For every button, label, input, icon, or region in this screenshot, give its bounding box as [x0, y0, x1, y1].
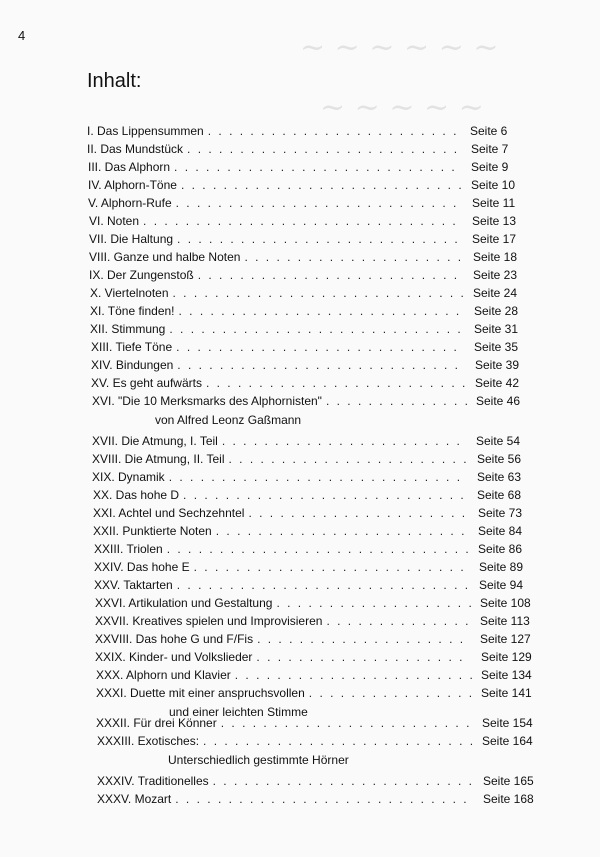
toc-page-ref: Seite 31 [474, 322, 519, 336]
toc-entry [88, 196, 172, 210]
dot-leader: . . . . . . . . . . . . . . . . . . . . . . . . . . [193, 560, 466, 574]
toc-entry-title: X. Viertelnoten [90, 286, 169, 300]
toc-entry-title: XXI. Achtel und Sechzehntel [93, 506, 245, 520]
toc-entry-title: XXXII. Für drei Könner [96, 716, 217, 730]
toc-entry-title: XVII. Die Atmung, I. Teil [92, 434, 218, 448]
toc-entry [93, 488, 179, 502]
toc-page-ref: Seite 154 [482, 716, 533, 730]
toc-entry-title: IV. Alphorn-Töne [88, 178, 177, 192]
page-number: 4 [18, 28, 26, 43]
toc-entry-title: XXXIV. Traditionelles [97, 774, 209, 788]
dot-leader: . . . . . . . . . . . . . . . . . . . . . . . . [207, 124, 459, 138]
toc-entry-continuation: Unterschiedlich gestimmte Hörner [168, 753, 349, 767]
dot-leader: . . . . . . . . . . . . . . . . . . . . . [244, 250, 464, 264]
toc-page-ref: Seite 42 [475, 376, 520, 390]
toc-entry-title: III. Das Alphorn [88, 160, 171, 174]
toc-page-ref: Seite 68 [477, 488, 522, 502]
dot-leader: . . . . . . . . . . . . . . . . . . . . . . . [234, 668, 475, 682]
toc-page-ref: Seite 113 [480, 614, 530, 628]
toc-entry [92, 434, 218, 448]
toc-entry [92, 470, 165, 484]
toc-page-ref: Seite 24 [473, 286, 518, 300]
dot-leader: . . . . . . . . . . . . . . [326, 614, 471, 628]
toc-entry-title: XXXI. Duette mit einer anspruchsvollen [96, 686, 305, 700]
page-title: Inhalt: [87, 70, 142, 92]
dot-leader: . . . . . . . . . . . . . . . . . . . . . . . . . . . . . [166, 542, 471, 556]
dot-leader: . . . . . . . . . . . . . . . . . . . . . . . . . . . [175, 196, 459, 210]
toc-page-ref: Seite 86 [478, 542, 523, 556]
toc-page-ref: Seite 17 [472, 232, 517, 246]
toc-entry [94, 542, 163, 556]
dot-leader: . . . . . . . . . . . . . . . . . . . . . . . . . . . [178, 304, 462, 318]
dot-leader: . . . . . . . . . . . . . . . . . . . . . . . . . . . . [168, 470, 463, 484]
toc-entry-title: XXVI. Artikulation und Gestaltung [95, 596, 273, 610]
toc-page-ref: Seite 164 [482, 734, 533, 748]
toc-page-ref: Seite 168 [483, 792, 534, 806]
toc-entry [89, 232, 173, 246]
toc-page-ref: Seite 18 [473, 250, 518, 264]
dot-leader: . . . . . . . . . . . . . . [325, 394, 470, 408]
toc-page-ref: Seite 127 [480, 632, 531, 646]
toc-entry [96, 686, 305, 700]
dot-leader: . . . . . . . . . . . . . . . . . . . . . . . . . . . [177, 358, 460, 372]
toc-entry [93, 524, 212, 538]
dot-leader: . . . . . . . . . . . . . . . . . . . . . . . . . [212, 774, 474, 788]
toc-entry [89, 214, 139, 228]
dot-leader: . . . . . . . . . . . . . . . . . . . . . . . . [220, 716, 472, 730]
toc-page-ref: Seite 13 [472, 214, 517, 228]
bleed-through-decoration: ~ ~ ~ ~ ~ ~ [300, 30, 499, 65]
toc-entry-title: XV. Es geht aufwärts [91, 376, 202, 390]
dot-leader: . . . . . . . . . . . . . . . . . . . . . . . [228, 452, 469, 466]
dot-leader: . . . . . . . . . . . . . . . . [308, 686, 475, 700]
toc-entry-title: XI. Töne finden! [90, 304, 175, 318]
dot-leader: . . . . . . . . . . . . . . . . . . . . [256, 650, 465, 664]
dot-leader: . . . . . . . . . . . . . . . . . . . . . . . . [215, 524, 467, 538]
dot-leader: . . . . . . . . . . . . . . . . . . . . . . . . . [205, 376, 468, 390]
dot-leader: . . . . . . . . . . . . . . . . . . . . . . . . . . . . [172, 286, 466, 300]
toc-page-ref: Seite 129 [481, 650, 532, 664]
toc-entry-title: XXIV. Das hohe E [94, 560, 190, 574]
toc-entry [91, 340, 172, 354]
toc-page-ref: Seite 11 [472, 196, 516, 210]
toc-entry [87, 142, 183, 156]
toc-entry-title: I. Das Lippensummen [87, 124, 204, 138]
dot-leader: . . . . . . . . . . . . . . . . . . . . . [248, 506, 468, 520]
toc-page-ref: Seite 6 [470, 124, 508, 138]
toc-entry [95, 614, 322, 628]
toc-page-ref: Seite 7 [471, 142, 509, 156]
dot-leader: . . . . . . . . . . . . . . . . . . . . [257, 632, 466, 646]
toc-entry-title: IX. Der Zungenstoß [89, 268, 194, 282]
toc-page-ref: Seite 9 [471, 160, 509, 174]
dot-leader: . . . . . . . . . . . . . . . . . . . . . . . . . . . . [169, 322, 463, 336]
toc-page-ref: Seite 63 [477, 470, 522, 484]
toc-entry [90, 304, 175, 318]
toc-entry-title: VIII. Ganze und halbe Noten [89, 250, 241, 264]
toc-entry [89, 250, 240, 264]
toc-entry [95, 650, 252, 664]
dot-leader: . . . . . . . . . . . . . . . . . . . . . . . . . . . [174, 160, 457, 174]
toc-page-ref: Seite 56 [477, 452, 522, 466]
dot-leader: . . . . . . . . . . . . . . . . . . . [276, 596, 474, 610]
toc-page-ref: Seite 108 [480, 596, 531, 610]
dot-leader: . . . . . . . . . . . . . . . . . . . . . . . . . . . [180, 178, 464, 192]
toc-page-ref: Seite 94 [479, 578, 524, 592]
toc-entry [97, 774, 209, 788]
toc-page-ref: Seite 165 [483, 774, 534, 788]
toc-entry-title: II. Das Mundstück [87, 142, 184, 156]
toc-entry [94, 578, 173, 592]
dot-leader: . . . . . . . . . . . . . . . . . . . . . . . . . . [187, 142, 460, 156]
toc-page-ref: Seite 54 [476, 434, 521, 448]
dot-leader: . . . . . . . . . . . . . . . . . . . . . . . . . . . . [175, 792, 469, 806]
toc-page-ref: Seite 73 [478, 506, 523, 520]
toc-entry-title: XXVII. Kreatives spielen und Improvisieren [95, 614, 323, 628]
toc-entry-title: V. Alphorn-Rufe [88, 196, 172, 210]
dot-leader: . . . . . . . . . . . . . . . . . . . . . . . . . [197, 268, 460, 282]
toc-entry-title: XXII. Punktierte Noten [93, 524, 212, 538]
toc-entry [97, 734, 199, 748]
toc-entry-title: XXX. Alphorn und Klavier [96, 668, 231, 682]
toc-entry [97, 792, 171, 806]
toc-entry [93, 506, 244, 520]
toc-page-ref: Seite 141 [481, 686, 532, 700]
toc-entry [88, 160, 170, 174]
dot-leader: . . . . . . . . . . . . . . . . . . . . . . . [221, 434, 462, 448]
toc-entry-title: XXVIII. Das hohe G und F/Fis [95, 632, 254, 646]
toc-entry-continuation: und einer leichten Stimme [169, 705, 308, 719]
toc-page-ref: Seite 84 [478, 524, 523, 538]
toc-entry [88, 178, 177, 192]
toc-entry [89, 268, 194, 282]
toc-entry [91, 376, 202, 390]
toc-entry [95, 596, 272, 610]
toc-entry-title: VI. Noten [89, 214, 140, 228]
bleed-through-decoration: ~ ~ ~ ~ ~ [320, 90, 484, 125]
toc-entry-continuation: von Alfred Leonz Gaßmann [155, 413, 302, 427]
toc-entry-title: XXV. Taktarten [94, 578, 173, 592]
toc-entry [94, 560, 190, 574]
toc-entry [90, 322, 165, 336]
toc-entry [92, 452, 225, 466]
toc-entry-title: XIX. Dynamik [92, 470, 165, 484]
dot-leader: . . . . . . . . . . . . . . . . . . . . . . . . . . [203, 734, 476, 748]
toc-page-ref: Seite 35 [474, 340, 519, 354]
toc-entry [95, 632, 253, 646]
toc-page-ref: Seite 28 [474, 304, 519, 318]
toc-entry [96, 668, 231, 682]
toc-entry [92, 394, 322, 408]
dot-leader: . . . . . . . . . . . . . . . . . . . . . . . . . . . [183, 488, 466, 502]
dot-leader: . . . . . . . . . . . . . . . . . . . . . . . . . . . . . . [143, 214, 458, 228]
toc-entry-title: XX. Das hohe D [93, 488, 180, 502]
toc-entry-title: XXXIII. Exotisches: [97, 734, 200, 748]
toc-entry-title: XXXV. Mozart [97, 792, 172, 806]
toc-page-ref: Seite 39 [475, 358, 520, 372]
toc-entry-title: XIII. Tiefe Töne [91, 340, 173, 354]
toc-entry [87, 124, 204, 138]
toc-entry [96, 716, 217, 730]
dot-leader: . . . . . . . . . . . . . . . . . . . . . . . . . . . [177, 232, 460, 246]
toc-entry-title: XIV. Bindungen [91, 358, 174, 372]
toc-entry [91, 358, 173, 372]
toc-entry-title: VII. Die Haltung [89, 232, 174, 246]
toc-page-ref: Seite 134 [481, 668, 532, 682]
toc-page-ref: Seite 23 [473, 268, 518, 282]
toc-entry-title: XXIII. Triolen [94, 542, 163, 556]
toc-page-ref: Seite 89 [479, 560, 524, 574]
dot-leader: . . . . . . . . . . . . . . . . . . . . . . . . . . . [176, 340, 459, 354]
toc-entry-title: XVIII. Die Atmung, II. Teil [92, 452, 225, 466]
toc-entry-title: XII. Stimmung [90, 322, 166, 336]
toc-page-ref: Seite 10 [471, 178, 516, 192]
toc-entry-title: XVI. "Die 10 Merksmarks des Alphornisten" [92, 394, 322, 408]
dot-leader: . . . . . . . . . . . . . . . . . . . . . . . . . . . . [176, 578, 471, 592]
toc-page-ref: Seite 46 [476, 394, 521, 408]
toc-entry [90, 286, 169, 300]
toc-entry-title: XXIX. Kinder- und Volkslieder [95, 650, 253, 664]
